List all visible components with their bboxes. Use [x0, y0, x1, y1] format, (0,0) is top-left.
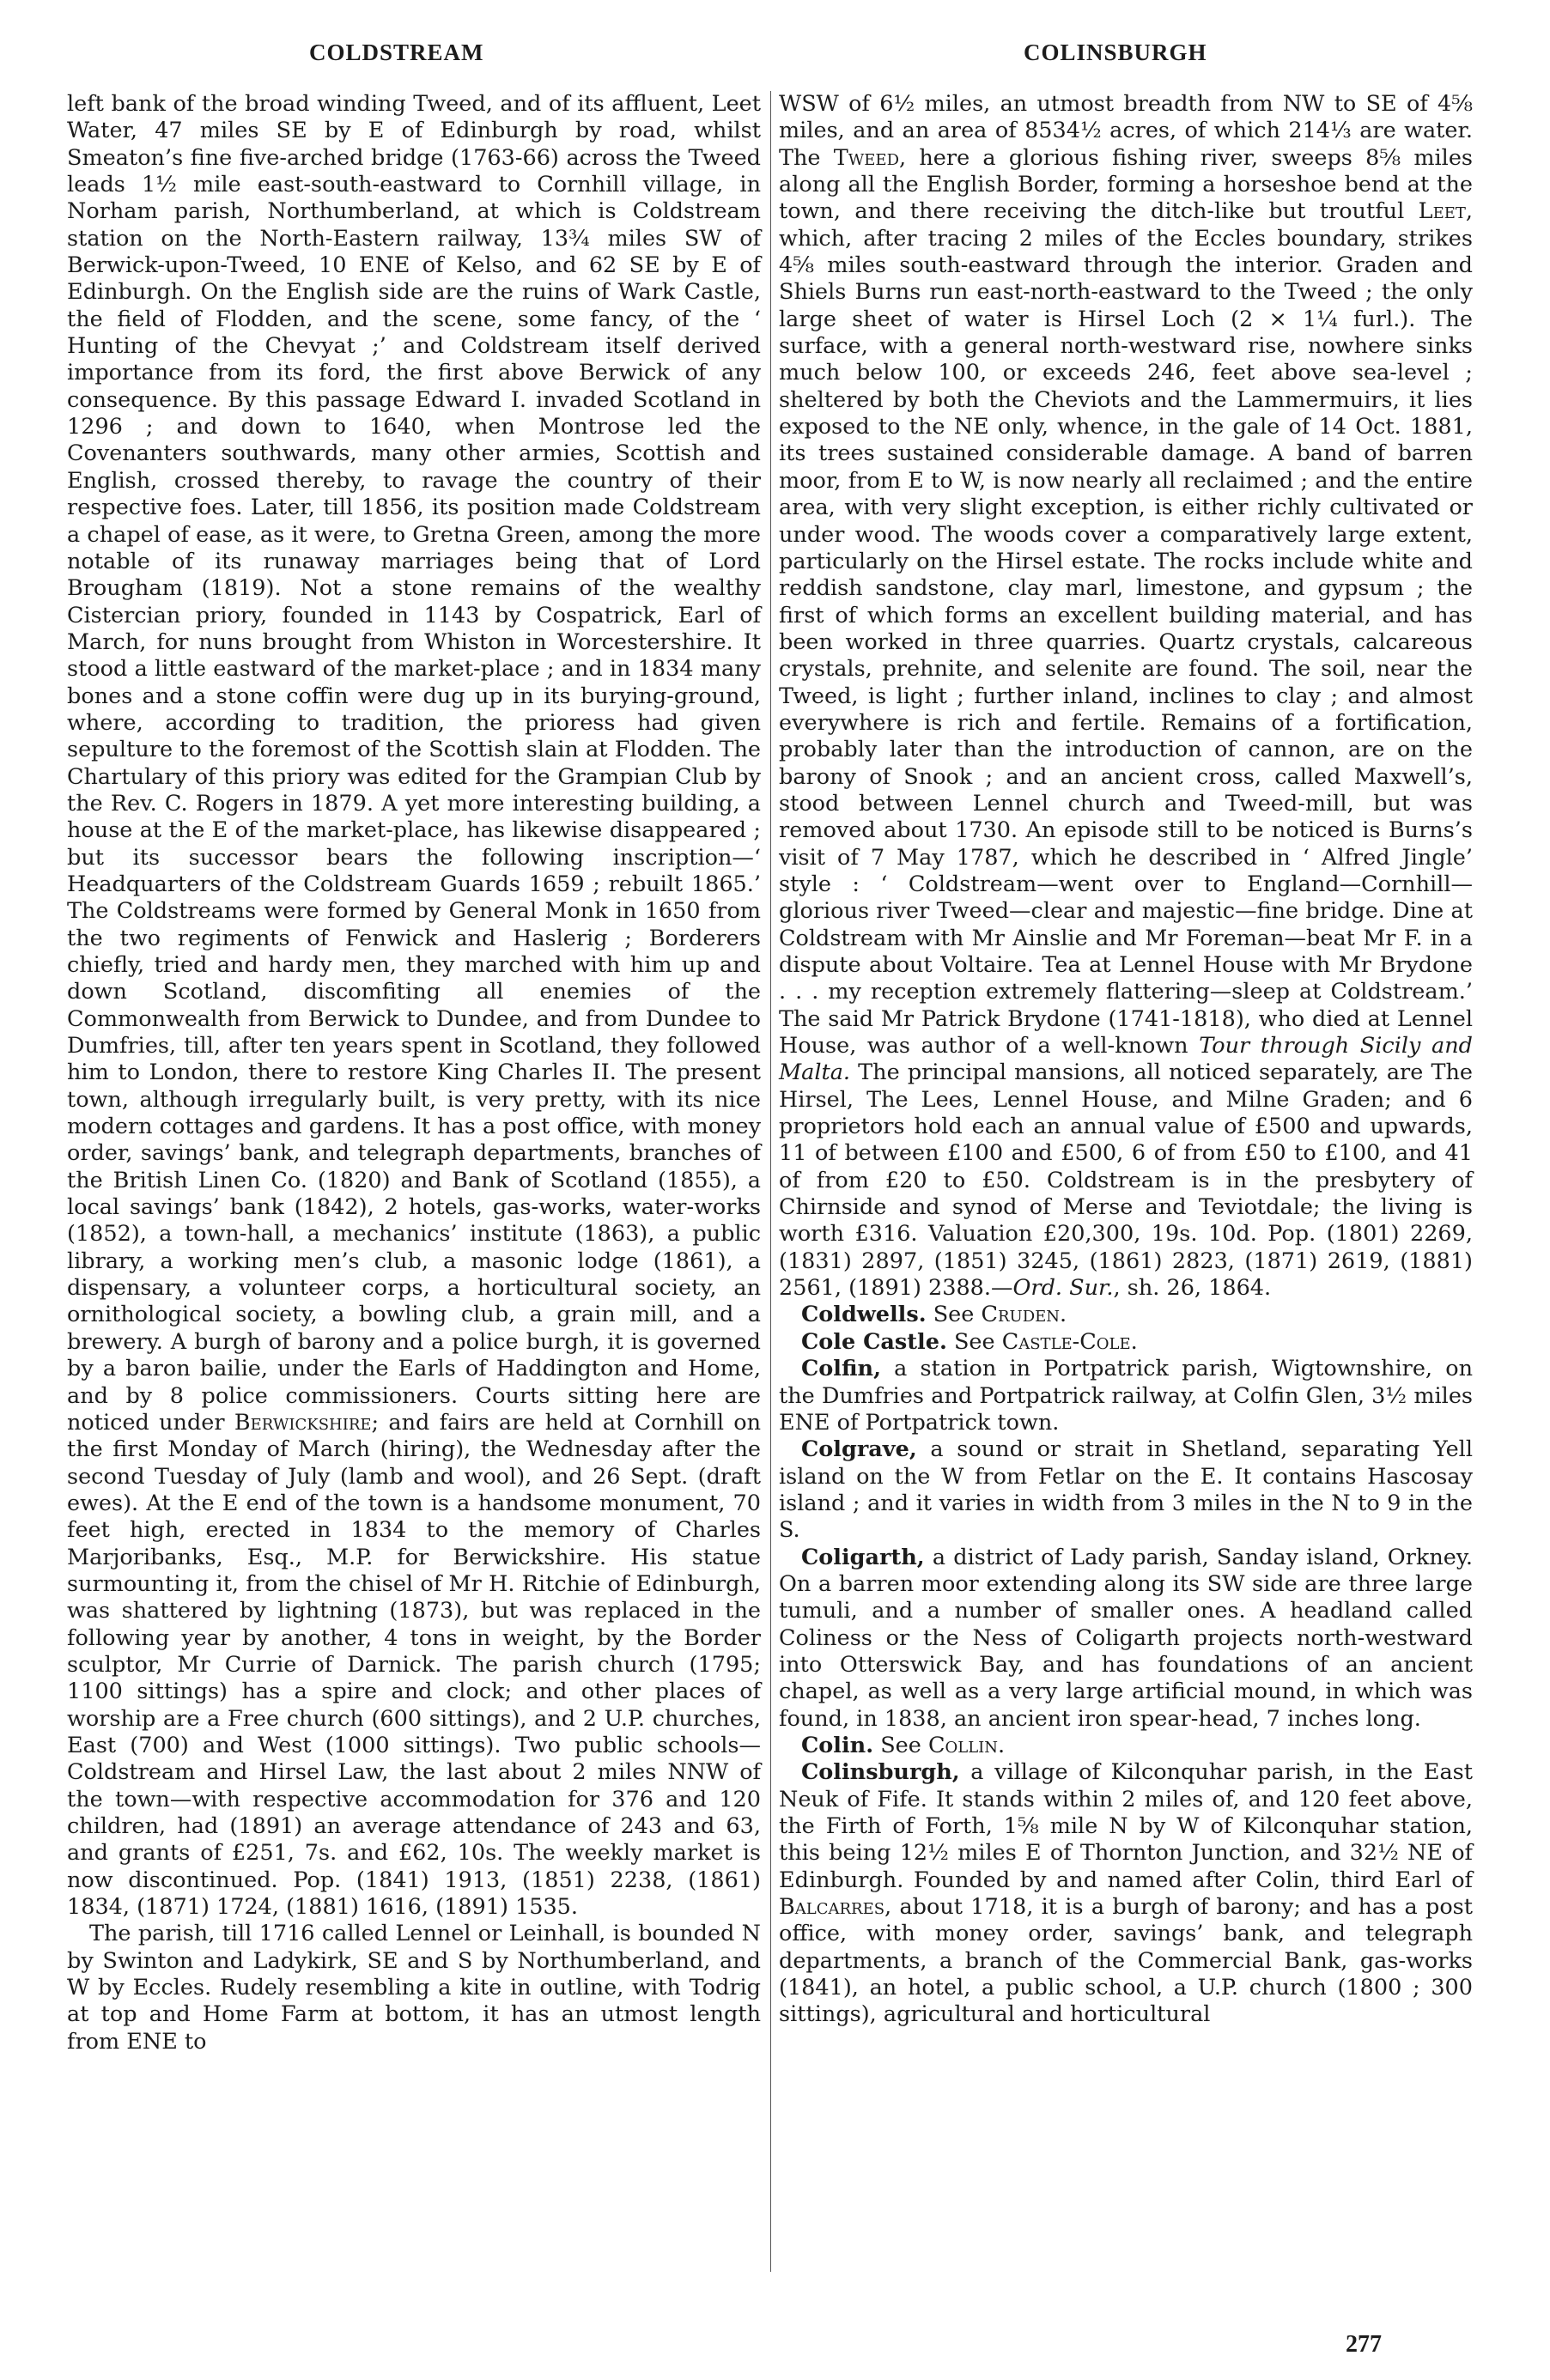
paragraph-text: a village of Kilconquhar parish, in the East Neuk of Fife. It stands within 2 miles of, and 120 feet above, the Firth of Forth, 1⅝ mile N by W of Kilconquhar station, this being 12½ miles E of Thornton Junction, and 32½ NE of Edinburgh. Founded by and named after Colin, third Earl of — [779, 1759, 1473, 1893]
river-name: Leet — [1418, 198, 1466, 225]
entry-headword: Colgrave, — [801, 1436, 917, 1463]
gazetteer-entry — [779, 1545, 1473, 1733]
entry-text: See — [926, 1302, 982, 1328]
gazetteer-entry — [779, 1329, 1473, 1356]
running-header — [0, 39, 1550, 74]
paragraph-text: , which, after tracing 2 miles of the Eccles boundary, strikes 4⅝ miles south-eastward through the interior. Graden and Shiels Burns run east-north-eastward to the Tweed ; the only large sheet of water is Hirsel Loch (2 × 1¼ furl.). The surface, with a general north-westward rise, nowhere sinks much below 100, or exceeds 246, feet above sea-level ; sheltered by both the Cheviots and the Lammermuirs, it lies exposed to the NE only, whence, in the gale of 14 Oct. 1881, its trees sustained considerable damage. A band of barren moor, from E to W, is now nearly all reclaimed ; and the entire area, with very slight exception, is either richly cultivated or under wood. The woods cover a comparatively large extent, particularly on the Hirsel estate. The rocks include white and reddish sandstone, clay marl, limestone, and gypsum ; the first of which forms an excellent building material, and has been worked in three quarries. Quartz crystals, calcareous crystals, prehnite, and selenite are found. The soil, near the Tweed, is light ; further inland, inclines to clay ; and almost everywhere is rich and fertile. Remains of a fortification, probably later than the introduction of cannon, are on the barony of Snook ; and an ancient cross, called Maxwell’s, stood between Lennel church and Tweed-mill, but was removed about 1730. An episode still to be noticed is Burns’s visit of 7 May 1787, which he described in ‘ Alfred Jingle’ style : ‘ Coldstream—went over to England—Cornhill—glorious river Tweed—clear and majestic—fine bridge. Dine at Coldstream with Mr Ainslie and Mr Foreman—beat Mr F. in a dispute about Voltaire. Tea at Lennel House with Mr Brydone . . . my reception extremely flattering—sleep at Coldstream.’ The said Mr Patrick Brydone (1741-1818), who died at Lennel House, was author of a well-known — [779, 198, 1473, 1059]
gazetteer-entry — [779, 1356, 1473, 1436]
cross-reference-link[interactable]: Castle-Cole — [1001, 1328, 1131, 1355]
paragraph-text: The principal mansions, all noticed separately, are The Hirsel, The Lees, Lennel House, and Milne Graden; and 6 proprietors hold each an annual value of £500 and upwards, 11 of between £100 and £500, 6 of from £50 to £100, and 41 of from £20 to £50. Coldstream is in the presbytery of Chirnside and synod of Merse and Teviotdale; the living is worth £316. Valuation £20,300, 19s. 10d. Pop. (1801) 2269, (1831) 2897, (1851) 3245, (1861) 2823, (1871) 2619, (1881) 2561, (1891) 2388.— — [779, 1059, 1473, 1302]
header-right-title: COLINSBURGH — [1024, 39, 1207, 65]
parish-continuation-paragraph — [779, 91, 1473, 1302]
gazetteer-entry — [779, 1302, 1473, 1328]
entry-headword: Colfin, — [801, 1356, 881, 1382]
cross-reference-link[interactable]: Cruden — [981, 1302, 1061, 1328]
paragraph-text: left bank of the broad winding Tweed, and of its affluent, Leet Water, 47 miles SE by E of Edinburgh by road, whilst Smeaton’s fine five-arched bridge (1763-66) across the Tweed leads 1½ mile east-south-eastward to Cornhill village, in Norham parish, Northumberland, at which is Coldstream station on the North-Eastern railway, 13¾ miles SW of Berwick-upon-Tweed, 10 ENE of Kelso, and 62 SE by E of Edinburgh. On the English side are the ruins of Wark Castle, the field of Flodden, and the scene, some fancy, of the ‘ Hunting of the Chevyat ;’ and Coldstream itself derived importance from its ford, the first above Berwick of any consequence. By this passage Edward I. invaded Scotland in 1296 ; and down to 1640, when Montrose led the Covenanters southwards, many other armies, Scottish and English, crossed thereby, to ravage the country of their respective foes. Later, till 1856, its position made Coldstream a chapel of ease, as it were, to Gretna Green, among the more notable of its runaway marriages being that of Lord Brougham (1819). Not a stone remains of the wealthy Cistercian priory, founded in 1143 by Cospatrick, Earl of March, for nuns brought from Whiston in Worcestershire. It stood a little eastward of the market-place ; and in 1834 many bones and a stone coffin were dug up in its burying-ground, where, according to tradition, the prioress had given sepulture to the foremost of the Scottish slain at Flodden. The Chartulary of this priory was edited for the Grampian Club by the Rev. C. Rogers in 1879. A yet more interesting building, a house at the E of the market-place, has likewise disappeared ; but its successor bears the following inscription—‘ Headquarters of the Coldstream Guards 1659 ; rebuilt 1865.’ The Coldstreams were formed by General Monk in 1650 from the two regiments of Fenwick and Haslerig ; Borderers chiefly, tried and hardy men, they marched with him up and down Scotland, discomfiting all enemies of the Commonwealth from Berwick to Dundee, and from Dundee to Dumfries, till, after ten years spent in Scotland, they followed him to London, there to restore King Charles II. The present town, although irregularly built, is very pretty, with its nice modern cottages and gardens. It has a post office, with money order, savings’ bank, and telegraph departments, branches of the British Linen Co. (1820) and Bank of Scotland (1855), a local savings’ bank (1842), 2 hotels, gas-works, water-works (1852), a town-hall, a mechanics’ institute (1863), a public library, a working men’s club, a masonic lodge (1861), a dispensary, a volunteer corps, a horticultural society, an ornithological society, a bowling club, a grain mill, and a brewery. A burgh of barony and a police burgh, it is governed by a baron bailie, under the Earls of Haddington and Home, and by 8 police commissioners. Courts sitting here are noticed under — [67, 91, 761, 1436]
right-column — [779, 91, 1473, 2029]
colinsburgh-entry — [779, 1759, 1473, 2028]
entry-text: a sound or strait in Shetland, separating Yell island on the W from Fetlar on the E. It contains Hascosay island ; and it varies in width from 3 miles in the N to 9 in the S. — [779, 1436, 1473, 1544]
paragraph-text: WSW of 6½ miles, an utmost breadth from NW to SE of 4⅝ miles, and an area of 8534½ acres, of which 214⅓ are water. The — [779, 91, 1473, 171]
river-name: Tweed — [833, 144, 900, 171]
gazetteer-entry — [779, 1733, 1473, 1759]
entry-text: See — [946, 1328, 1002, 1355]
entry-text: a station in Portpatrick parish, Wigtownshire, on the Dumfries and Portpatrick railway, at Colfin Glen, 3½ miles ENE of Portpatrick town. — [779, 1356, 1473, 1436]
entry-text: See — [873, 1732, 928, 1758]
page-number: 277 — [1346, 2331, 1382, 2358]
paragraph-text: , sh. 26, 1864. — [1113, 1275, 1272, 1302]
paragraph-text: , here a glorious fishing river, sweeps 8⅝ miles along all the English Border, forming a horseshoe bend at the town, and there receiving the ditch-like but troutful — [779, 144, 1473, 225]
left-column — [67, 91, 761, 2055]
entry-headword: Colin. — [801, 1732, 874, 1758]
entry-headword: Coldwells. — [801, 1302, 927, 1328]
entry-punctuation: . — [1130, 1328, 1138, 1355]
parish-paragraph: The parish, till 1716 called Lennel or Leinhall, is bounded N by Swinton and Ladykirk, SE and S by Northumberland, and W by Eccles. Rudely resembling a kite in outline, with Todrig at top and Home Farm at bottom, it has an utmost length from ENE to — [67, 1921, 761, 2055]
entry-punctuation: . — [998, 1732, 1006, 1758]
cross-reference-link[interactable]: Balcarres — [779, 1894, 885, 1921]
survey-reference: Ord. Sur. — [1012, 1275, 1114, 1302]
entry-headword: Colinsburgh, — [801, 1759, 960, 1786]
gazetteer-entries — [779, 1302, 1473, 1759]
entry-punctuation: . — [1060, 1302, 1067, 1328]
cross-reference-link[interactable]: Berwickshire — [234, 1409, 372, 1436]
coldstream-paragraph — [67, 91, 761, 1921]
paragraph-text: , about 1718, it is a burgh of barony; and has a post office, with money order, savings’ bank, and telegraph departments, a branch of the Commercial Bank, gas-works (1841), an hotel, a public school, a U.P. church (1800 ; 300 sittings), agricultural and horticultural — [779, 1894, 1473, 2028]
entry-headword: Cole Castle. — [801, 1328, 947, 1355]
paragraph-text: ; and fairs are held at Cornhill on the first Monday of March (hiring), the Wednesday after the second Tuesday of July (lamb and wool), and 26 Sept. (draft ewes). At the E end of the town is a handsome monument, 70 feet high, erected in 1834 to the memory of Charles Marjoribanks, Esq., M.P. for Berwickshire. His statue surmounting it, from the chisel of Mr H. Ritchie of Edinburgh, was shattered by lightning (1873), but was replaced in the following year by another, 4 tons in weight, by the Border sculptor, Mr Currie of Darnick. The parish church (1795; 1100 sittings) has a spire and clock; and other places of worship are a Free church (600 sittings), and 2 U.P. churches, East (700) and West (1000 sittings). Two public schools—Coldstream and Hirsel Law, the last about 2 miles NNW of the town—with respective accommodation for 376 and 120 children, had (1891) an average attendance of 243 and 63, and grants of £251, 7s. and £62, 10s. The weekly market is now discontinued. Pop. (1841) 1913, (1851) 2238, (1861) 1834, (1871) 1724, (1881) 1616, (1891) 1535. — [67, 1409, 762, 1921]
book-title: Tour through Sicily and Malta. — [779, 1033, 1473, 1086]
gazetteer-entry — [779, 1436, 1473, 1544]
column-divider — [770, 91, 771, 2272]
cross-reference-link[interactable]: Collin — [927, 1732, 999, 1758]
entry-text: a district of Lady parish, Sanday island, Orkney. On a barren moor extending along its SW side are three large tumuli, and a number of smaller ones. A headland called Coliness or the Ness of Coligarth projects north-westward into Otterswick Bay, and has foundations of an ancient chapel, as well as a very large artificial mound, in which was found, in 1838, an ancient iron spear-head, 7 inches long. — [779, 1544, 1473, 1732]
header-left-title: COLDSTREAM — [309, 39, 484, 65]
entry-headword: Coligarth, — [801, 1544, 925, 1570]
